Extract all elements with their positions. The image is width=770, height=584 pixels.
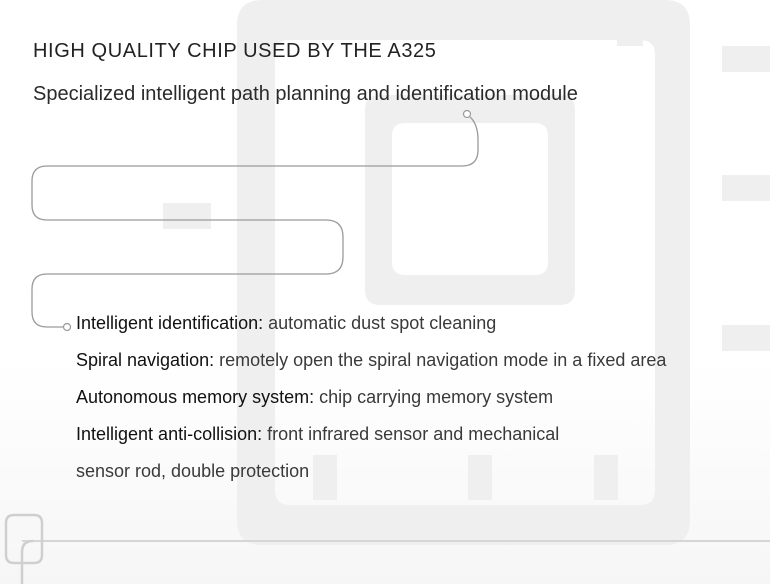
feature-item <box>76 416 756 453</box>
feature-item <box>76 379 756 416</box>
feature-description: remotely open the spiral navigation mode in a fixed area <box>214 350 667 370</box>
feature-description: front infrared sensor and mechanical <box>262 424 560 444</box>
feature-item <box>76 453 756 490</box>
feature-label: Spiral navigation: <box>76 350 215 370</box>
feature-description: chip carrying memory system <box>314 387 554 407</box>
page-subtitle: Specialized intelligent path planning and identification module <box>33 83 578 105</box>
feature-list <box>76 305 756 490</box>
feature-label: Intelligent anti-collision: <box>76 424 263 444</box>
feature-description: automatic dust spot cleaning <box>263 313 497 333</box>
feature-item <box>76 305 756 342</box>
feature-description: sensor rod, double protection <box>76 461 310 481</box>
feature-label: Autonomous memory system: <box>76 387 315 407</box>
feature-item <box>76 342 756 379</box>
feature-label: Intelligent identification: <box>76 313 264 333</box>
page-title: HIGH QUALITY CHIP USED BY THE A325 <box>33 40 437 62</box>
